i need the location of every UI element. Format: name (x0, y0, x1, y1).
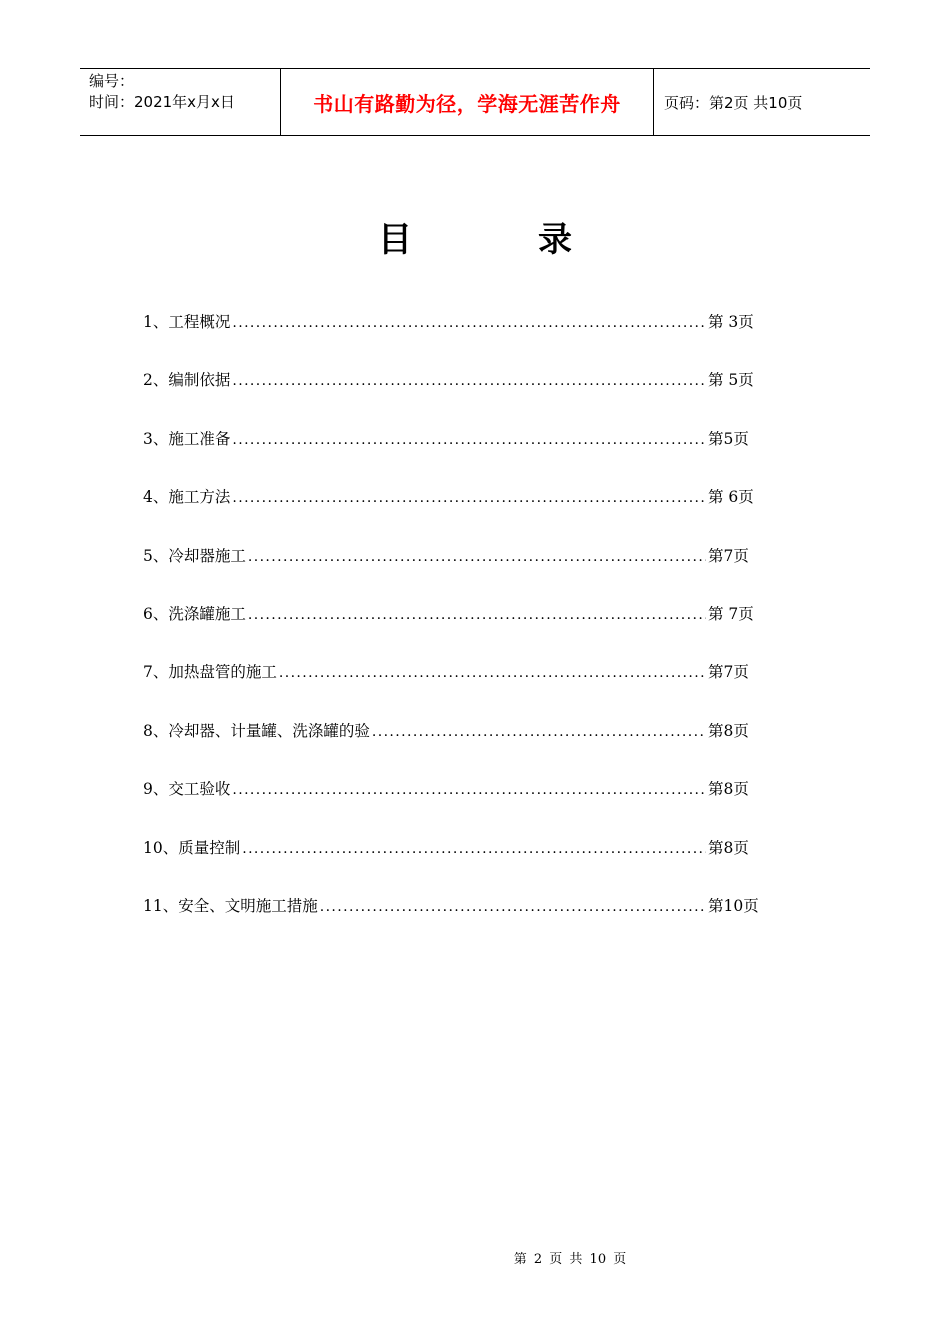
toc-dot-leader (232, 432, 706, 448)
toc-dot-leader (232, 490, 706, 506)
toc-entry[interactable] (143, 894, 768, 952)
header-motto-cell (281, 69, 654, 135)
toc-dot-leader (279, 665, 706, 681)
toc-entry-page: 第8页 (708, 838, 749, 857)
toc-entry[interactable] (143, 602, 768, 660)
toc-entry-label: 9、交工验收 (143, 780, 231, 799)
page-footer: 第 2 页 共 10 页 (513, 1252, 627, 1267)
toc-entry-page: 第 3页 (708, 313, 754, 331)
toc-entry[interactable] (143, 310, 768, 368)
header-page-info: 页码：第2页 共10页 (664, 93, 803, 112)
toc-entry[interactable] (143, 485, 768, 543)
toc-dot-leader (372, 724, 706, 740)
header-number-label: 编号： (89, 72, 135, 90)
toc-title (0, 212, 950, 261)
toc-entry-page: 第 7页 (708, 604, 754, 623)
toc-entry[interactable] (143, 836, 768, 894)
toc-entry[interactable] (143, 368, 768, 426)
toc-entry-label: 1、工程概况 (143, 313, 231, 331)
toc-entry-page: 第7页 (708, 663, 749, 682)
toc-dot-leader (248, 607, 706, 623)
toc-entry[interactable] (143, 777, 768, 835)
header-meta (80, 69, 281, 135)
toc-entry-page: 第 5页 (708, 371, 754, 390)
toc-entry-label: 6、洗涤罐施工 (143, 604, 246, 623)
toc-entry-page: 第5页 (708, 429, 749, 448)
toc-dot-leader (242, 841, 706, 857)
toc-entry[interactable] (143, 660, 768, 718)
toc-entry-label: 11、安全、文明施工措施 (143, 896, 318, 915)
toc-entry-label: 4、施工方法 (143, 488, 231, 507)
toc-dot-leader (232, 315, 706, 331)
toc-entry-page: 第10页 (708, 896, 759, 915)
page-header (80, 68, 870, 136)
toc-entry-label: 2、编制依据 (143, 371, 231, 390)
toc-entry[interactable] (143, 427, 768, 485)
toc-entry-page: 第 6页 (708, 488, 754, 507)
toc-dot-leader (232, 373, 706, 389)
toc-entry-page: 第8页 (708, 721, 749, 740)
toc-entry-label: 5、冷却器施工 (143, 546, 246, 565)
toc-entry-label: 8、冷却器、计量罐、洗涤罐的验 (143, 721, 370, 740)
header-motto: 书山有路勤为径，学海无涯苦作舟 (313, 91, 621, 116)
toc-dot-leader (232, 782, 706, 798)
toc-entry-page: 第8页 (708, 780, 749, 799)
toc-entry[interactable] (143, 719, 768, 777)
toc-entry-label: 10、质量控制 (143, 838, 241, 857)
toc-entry-label: 3、施工准备 (143, 429, 231, 448)
toc-title-left: 目 (378, 220, 412, 260)
toc-dot-leader (320, 899, 706, 915)
toc-entry-label: 7、加热盘管的施工 (143, 663, 277, 682)
toc-entry-page: 第7页 (708, 546, 749, 565)
toc-dot-leader (248, 549, 706, 565)
table-of-contents (143, 310, 768, 952)
toc-title-right: 录 (538, 220, 572, 260)
toc-entry[interactable] (143, 544, 768, 602)
header-date-label: 时间：2021年x月x日 (89, 93, 235, 111)
